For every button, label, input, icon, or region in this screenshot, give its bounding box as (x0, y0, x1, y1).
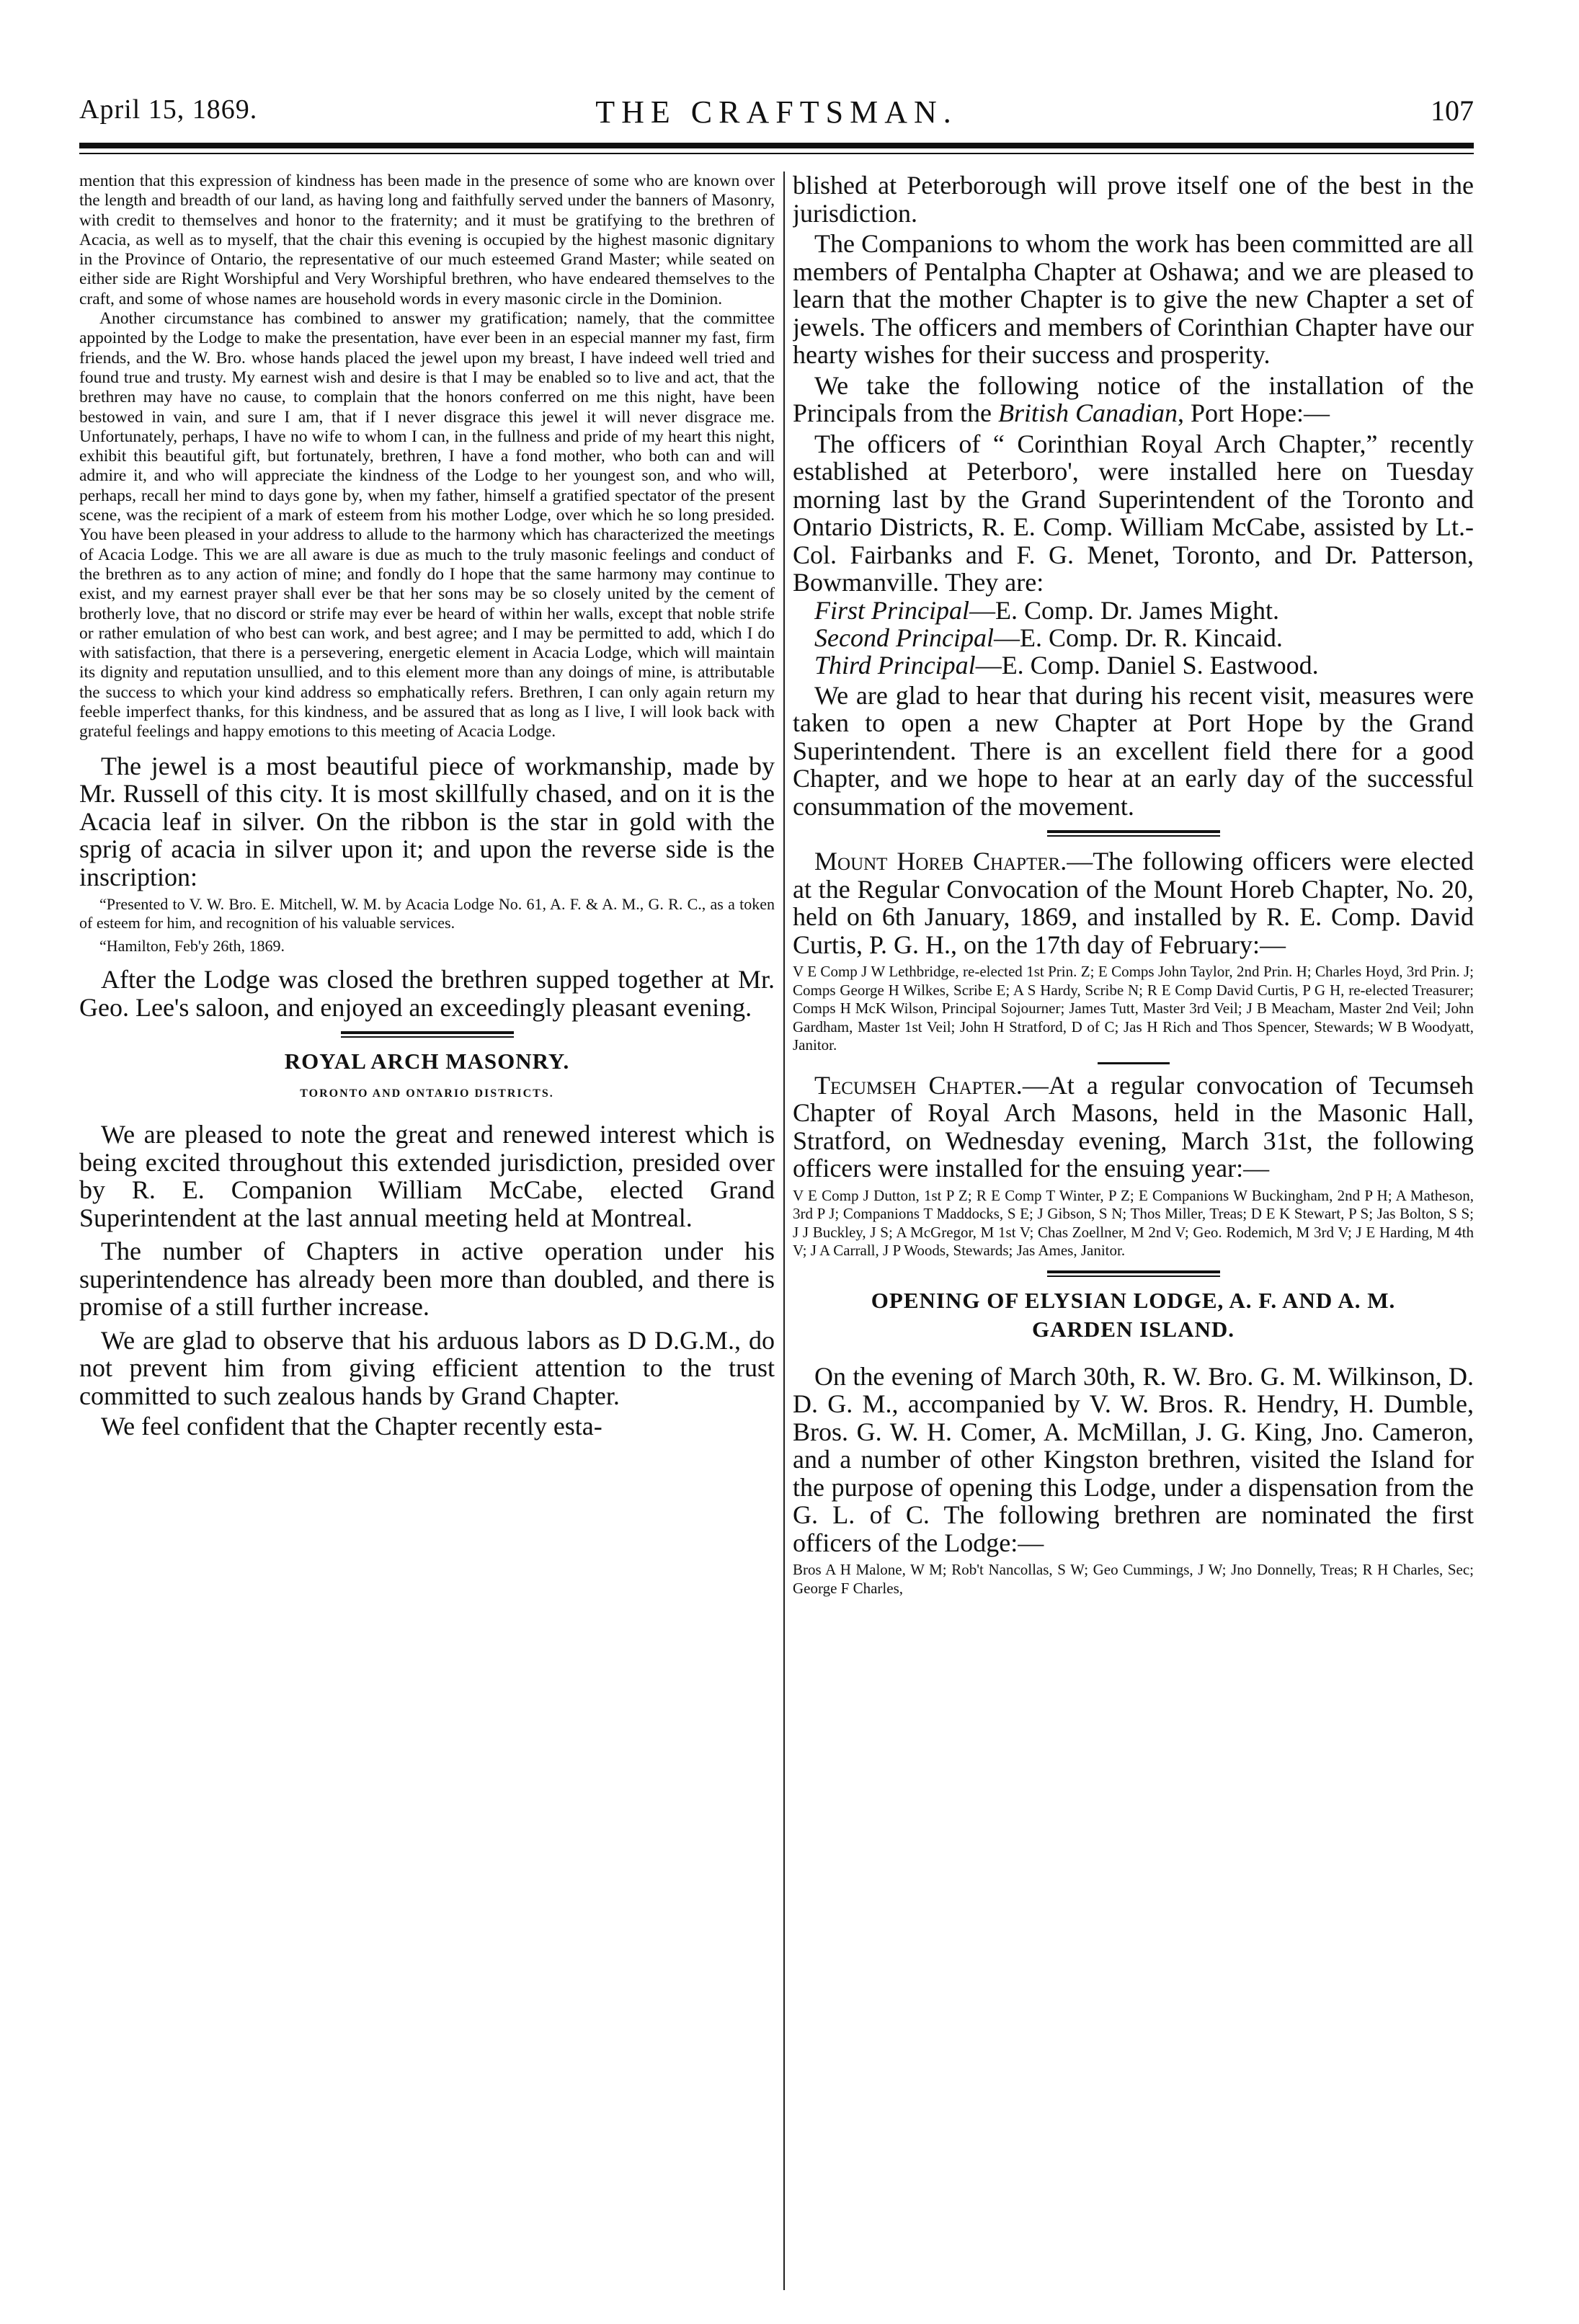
companions-paragraph: The Companions to whom the work has been committed are all members of Pentalpha Chapter at Oshawa; and we are pleased to learn that the mother Chapter is to give the new Chapter a set of jewels. The officers and members of Corinthian Chapter have our hearty wishes for their success and prosperity. (793, 229, 1474, 369)
newspaper-name: British Canadian (997, 399, 1178, 427)
officer-name: —E. Comp. Daniel S. Eastwood. (975, 650, 1319, 680)
right-column (793, 172, 1474, 2305)
left-column (79, 172, 775, 2305)
officer-second-principal (793, 624, 1474, 651)
officer-first-principal (793, 597, 1474, 624)
supper-paragraph: After the Lodge was closed the brethren supped together at Mr. Geo. Lee's saloon, and enjoyed an exceedingly pleasant evening. (79, 965, 775, 1022)
mount-horeb-heading: Mount Horeb Chapter. (814, 847, 1067, 876)
royal-arch-paragraph-2: The number of Chapters in active operation under his superintendence has already been more than doubled, and there is promise of a still further increase. (79, 1237, 775, 1322)
elysian-subtitle: GARDEN ISLAND. (1032, 1316, 1235, 1342)
officer-name: —E. Comp. Dr. R. Kincaid. (993, 623, 1283, 652)
notice-intro-text: We take the following notice of the installation of the Principals from the (793, 370, 1474, 427)
inscription-quote: “Presented to V. W. Bro. E. Mitchell, W. M. by Acacia Lodge No. 61, A. F. & A. M., G. R. C., as a token of esteem for him, and recognition of his valuable services. (79, 895, 775, 932)
mount-horeb-officers: V E Comp J W Lethbridge, re-elected 1st Prin. Z; E Comps John Taylor, 2nd Prin. H; Charles Hoyd, 3rd Prin. J; Comps George H Wilkes, Scribe E; A S Hardy, Scribe N; R E Comp David Curtis, P G H, re-elected Treasurer; Comps H McK Wilson, Principal Sojourner; James Tutt, Master 3rd Veil; J B Meacham, Master 2nd Veil; John Gardham, Master 1st Veil; John H Stratford, D of C; Jas H Rich and Thos Spencer, Stewards; W B Woodyatt, Janitor. (793, 963, 1474, 1054)
notice-intro-suffix: , Port Hope:— (1177, 399, 1330, 427)
header-rule-thick (79, 143, 1474, 148)
inscription-date: “Hamilton, Feb'y 26th, 1869. (99, 937, 285, 956)
short-separator (1098, 1062, 1170, 1064)
officer-title: Third Principal (814, 650, 976, 680)
tecumseh-heading: Tecumseh Chapter. (814, 1070, 1023, 1100)
royal-arch-paragraph-1: We are pleased to note the great and renewed interest which is being excited throughout this extended jurisdiction, presided over by R. E. Companion William McCabe, elected Grand Superintendent at the last annual meeting held at Montreal. (79, 1120, 775, 1232)
port-hope-paragraph: We are glad to hear that during his recent visit, measures were taken to open a new Chapter at Port Hope by the Grand Superintendent. There is an excellent field there for a good Chapter, and we hope to hear at an early day of the successful consummation of the movement. (793, 680, 1474, 821)
jewel-description: The jewel is a most beautiful piece of workmanship, made by Mr. Russell of this city. It is most skillfully chased, and on it is the Acacia leaf in silver. On the ribbon is the star in gold with the sprig of acacia in silver upon it; and upon the reverse side is the inscription: (79, 751, 775, 891)
elysian-paragraph: On the evening of March 30th, R. W. Bro. G. M. Wilkinson, D. D. G. M., accompanied by V. W. Bros. R. Hendry, H. Dumble, Bros. G. W. H. Comer, A. McMillan, J. G. King, Jno. Cameron, and a number of other Kingston brethren, visited the Island for the purpose of opening this Lodge, under a dispensation from the G. L. of C. The following brethren are nominated the first officers of the Lodge:— (793, 1361, 1474, 1557)
issue-date: April 15, 1869. (79, 94, 258, 125)
section-separator (1047, 1270, 1220, 1278)
mount-horeb-paragraph (793, 847, 1474, 958)
peterborough-paragraph: blished at Peterborough will prove itself one of the best in the jurisdiction. (793, 172, 1474, 228)
elysian-title: OPENING OF ELYSIAN LODGE, A. F. AND A. M. (871, 1287, 1396, 1313)
section-title-royal-arch: ROYAL ARCH MASONRY. (284, 1049, 570, 1074)
officer-title: First Principal (814, 595, 969, 625)
column-divider (783, 172, 785, 2290)
mount-horeb-text: —The following officers were elected at the Regular Convocation of the Mount Horeb Chapter, No. 20, held on 6th January, 1869, and installed by R. E. Comp. David Curtis, P. G. H., on the 17th day of February:— (793, 847, 1474, 959)
header-rule-thin (79, 153, 1474, 154)
royal-arch-paragraph-3: We are glad to observe that his arduous labors as D D.G.M., do not prevent him from giving efficient attention to the trust committed to such zealous hands by Grand Chapter. (79, 1325, 775, 1410)
section-separator (1047, 830, 1220, 837)
royal-arch-paragraph-4: We feel confident that the Chapter recently esta- (101, 1412, 602, 1441)
speech-paragraph-1: mention that this expression of kindness has been made in the presence of some who are known over the length and breadth of our land, as having long and faithfully served under the banners of Masonry, with credit to themselves and honor to the fraternity; and it must be gratifying to the brethren of Acacia, as well as to myself, that the chair this evening is occupied by the highest masonic dignitary in the Province of Ontario, the representative of our much esteemed Grand Master; while seated on either side are Right Worshipful and Very Worshipful brethren, who have endeared themselves to the craft, and some of whose names are household words in every masonic circle in the Dominion. (79, 172, 775, 308)
officer-third-principal (793, 651, 1474, 679)
corinthian-paragraph: The officers of “ Corinthian Royal Arch Chapter,” recently established at Peterboro', were installed here on Tuesday morning last by the Grand Superintendent of the Toronto and Ontario Districts, R. E. Comp. William McCabe, assisted by Lt.-Col. Fairbanks and F. G. Menet, Toronto, and Dr. Patterson, Bowmanville. They are: (793, 429, 1474, 597)
section-separator (341, 1031, 514, 1038)
page-number: 107 (1431, 94, 1474, 127)
section-subtitle-districts: TORONTO AND ONTARIO DISTRICTS. (300, 1087, 554, 1100)
officer-name: —E. Comp. Dr. James Might. (969, 595, 1279, 625)
tecumseh-officers: V E Comp J Dutton, 1st P Z; R E Comp T Winter, P Z; E Companions W Buckingham, 2nd P H; A Matheson, 3rd P J; Companions T Maddocks, S E; J Gibson, S N; Thos Miller, Treas; D E K Stewart, P S; Jas Bolton, S S; J J Buckley, J S; A McGregor, M 1st V; Chas Zoellner, M 2nd V; Geo. Rodemich, M 3rd V; J E Harding, M 4th V; J A Carrall, J P Woods, Stewards; Jas Ames, Janitor. (793, 1186, 1474, 1259)
page-header (79, 94, 1474, 137)
tecumseh-text: —At a regular convocation of Tecumseh Chapter of Royal Arch Masons, held in the Masonic Hall, Stratford, on Wednesday evening, March 31st, the following officers were installed for the ensuing year:— (793, 1070, 1474, 1183)
tecumseh-paragraph (793, 1072, 1474, 1183)
notice-intro-paragraph (793, 372, 1474, 427)
speech-paragraph-2: Another circumstance has combined to answer my gratification; namely, that the committee appointed by the Lodge to make the presentation, have ever been in an especial manner my fast, firm friends, and the W. Bro. whose hands placed the jewel upon my breast, I have indeed well tried and found true and trusty. My earnest wish and desire is that I may be enabled so to live and act, that the brethren may have no cause, to complain that the honors conferred on me this night, have been bestowed in vain, and sure I am, that if I never disgrace this jewel it will never disgrace me. Unfortunately, perhaps, I have no wife to whom I can, in the fullness and pride of my heart this night, exhibit this beautiful gift, but fortunately, brethren, I have a fond mother, who both can and will admire it, and who will appreciate the kindness of the Lodge to her youngest son, and who will, perhaps, recall her mind to days gone by, when my father, himself a gratified spectator of the present scene, was the recipient of a mark of esteem from his mother Lodge, over which he so long presided. You have been pleased in your address to allude to the harmony which has characterized the meetings of Acacia Lodge. This we are all aware is due as much to the truly masonic feelings and conduct of the brethren as to any action of mine; and fondly do I hope that the same harmony may continue to exist, and my earnest prayer shall ever be that her sons may be so closely united by the cement of brotherly love, that no discord or strife may ever be heard of within her walls, except that noble strife or rather emulation of who best can work, and best agree; and I may be permitted to add, which I do with satisfaction, that there is a persevering, energetic element in Acacia Lodge, which will maintain its dignity and reputation unsullied, and to this element more than any doings of mine, is attributable the success to which your kind address so emphatically refers. Brethren, I can only again return my feeble imperfect thanks, for this kindness, and be assured that as long as I live, I will look back with grateful feelings and happy emotions to this meeting of Acacia Lodge. (79, 309, 775, 742)
elysian-officers: Bros A H Malone, W M; Rob't Nancollas, S W; Geo Cummings, J W; Jno Donnelly, Treas; R H Charles, Sec; George F Charles, (793, 1561, 1474, 1597)
publication-title: THE CRAFTSMAN. (595, 94, 958, 130)
officer-title: Second Principal (814, 623, 994, 652)
